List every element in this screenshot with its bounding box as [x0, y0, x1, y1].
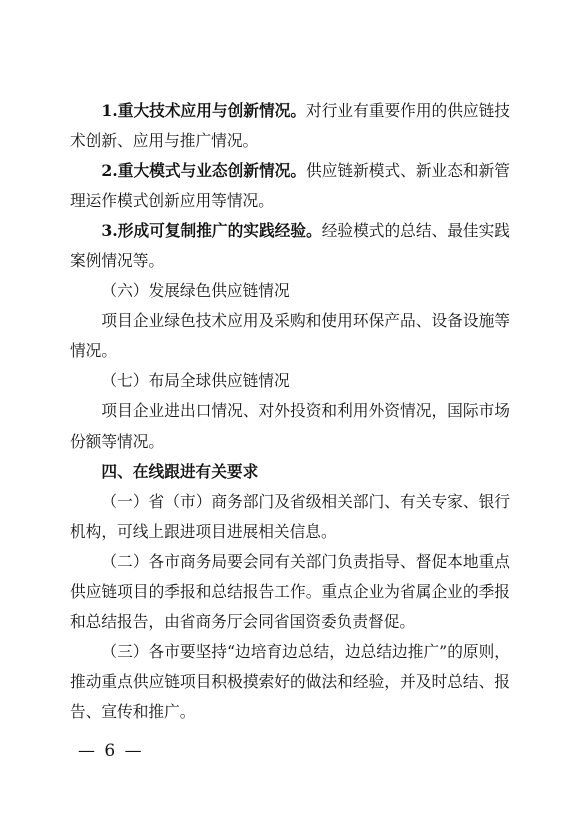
- part-4-para-3-line-2: 推动重点供应链项目积极摸索好的做法和经验，并及时总结、报: [70, 671, 510, 691]
- item-3-line-1: [70, 216, 510, 246]
- part-4-para-1-line-2: 机构，可线上跟进项目进展相关信息。: [70, 521, 337, 541]
- section-7-line-2: 份额等情况。: [70, 431, 165, 451]
- section-6-line-1: 项目企业绿色技术应用及采购和使用环保产品、设备设施等: [101, 311, 510, 331]
- document-body: [70, 96, 510, 727]
- part-4-para-2-line-1: （二）各市商务局要会同有关部门负责指导、督促本地重点: [101, 551, 510, 571]
- item-3-line-2: 案例情况等。: [70, 251, 165, 271]
- item-2-line-1: [70, 156, 510, 186]
- section-7-heading: （七）布局全球供应链情况: [101, 371, 290, 391]
- item-2-heading: 2.重大模式与业态创新情况。: [101, 161, 307, 181]
- part-4-para-3-line-1: （三）各市要坚持“边培育边总结，边总结边推广”的原则，: [101, 641, 510, 661]
- part-4-para-2-line-3: 和总结报告，由省商务厅会同省国资委负责督促。: [70, 611, 416, 631]
- item-1-line-2: 术创新、应用与推广情况。: [70, 131, 259, 151]
- section-6-line-2: 情况。: [70, 341, 118, 361]
- item-3-text: 经验模式的总结、最佳实践: [321, 221, 510, 241]
- page-number: — 6 —: [78, 741, 144, 761]
- section-6-heading: （六）发展绿色供应链情况: [101, 281, 290, 301]
- item-1-line-1: [70, 96, 510, 126]
- item-3-heading: 3.形成可复制推广的实践经验。: [101, 221, 322, 241]
- section-7-line-1: 项目企业进出口情况、对外投资和利用外资情况，国际市场: [101, 401, 510, 421]
- item-1-text: 对行业有重要作用的供应链技: [306, 101, 510, 120]
- part-4-para-3-line-3: 告、宣传和推广。: [70, 701, 196, 721]
- item-2-line-2: 理运作模式创新应用等情况。: [70, 191, 274, 211]
- item-1-heading: 1.重大技术应用与创新情况。: [101, 101, 307, 120]
- item-2-text: 供应链新模式、新业态和新管: [306, 161, 510, 181]
- part-4-heading: 四、在线跟进有关要求: [101, 461, 259, 481]
- part-4-para-1-line-1: （一）省（市）商务部门及省级相关部门、有关专家、银行: [101, 491, 510, 511]
- part-4-para-2-line-2: 供应链项目的季报和总结报告工作。重点企业为省属企业的季报: [70, 581, 510, 601]
